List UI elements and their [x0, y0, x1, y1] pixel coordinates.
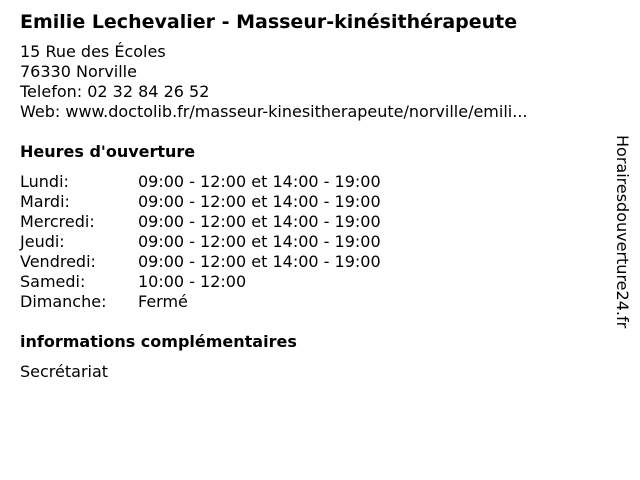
address-city: 76330 Norville — [20, 62, 137, 81]
website-link[interactable]: Web: www.doctolib.fr/masseur-kinesitherapeute/norville/emili... — [20, 102, 528, 121]
hours-time: 09:00 - 12:00 et 14:00 - 19:00 — [138, 192, 381, 211]
hours-time: 09:00 - 12:00 et 14:00 - 19:00 — [138, 172, 381, 191]
hours-row — [20, 252, 600, 272]
hours-time: Fermé — [138, 292, 188, 311]
business-name: Emilie Lechevalier - Masseur-kinésithérapeute — [20, 11, 518, 33]
hours-row — [20, 192, 600, 212]
hours-time: 09:00 - 12:00 et 14:00 - 19:00 — [138, 232, 381, 251]
hours-day: Mercredi: — [20, 212, 95, 231]
info-heading: informations complémentaires — [20, 332, 297, 351]
site-watermark: Horairesdouverture24.fr — [613, 135, 632, 329]
info-text: Secrétariat — [20, 362, 109, 381]
phone-number[interactable]: Telefon: 02 32 84 26 52 — [20, 82, 210, 101]
hours-heading: Heures d'ouverture — [20, 142, 196, 161]
hours-day: Lundi: — [20, 172, 69, 191]
hours-day: Jeudi: — [20, 232, 65, 251]
hours-row — [20, 212, 600, 232]
address-block — [20, 42, 600, 122]
hours-row — [20, 232, 600, 252]
hours-time: 09:00 - 12:00 et 14:00 - 19:00 — [138, 212, 381, 231]
hours-time: 09:00 - 12:00 et 14:00 - 19:00 — [138, 252, 381, 271]
hours-table — [20, 172, 600, 312]
hours-row — [20, 292, 600, 312]
address-street: 15 Rue des Écoles — [20, 42, 166, 61]
hours-day: Samedi: — [20, 272, 86, 291]
hours-row — [20, 272, 600, 292]
hours-day: Mardi: — [20, 192, 70, 211]
hours-time: 10:00 - 12:00 — [138, 272, 247, 291]
hours-day: Vendredi: — [20, 252, 96, 271]
hours-day: Dimanche: — [20, 292, 107, 311]
hours-row — [20, 172, 600, 192]
business-card — [20, 10, 600, 382]
